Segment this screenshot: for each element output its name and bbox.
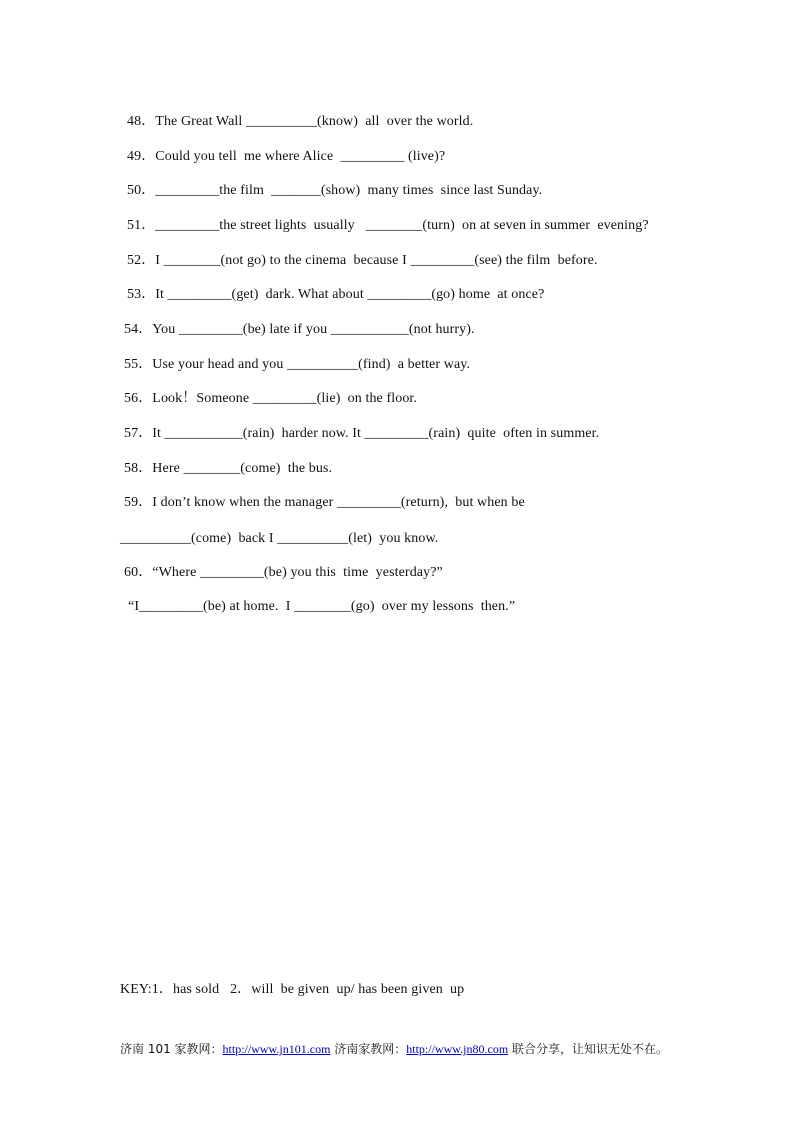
- question-58: 58．Here ________(come) the bus.: [124, 461, 333, 476]
- footer-link-jn80[interactable]: http://www.jn80.com: [406, 1042, 509, 1056]
- question-51: 51．_________the street lights usually ________(turn) on at seven in summer evening?: [127, 218, 649, 233]
- question-55: 55．Use your head and you __________(find) a better way.: [124, 357, 471, 372]
- question-56: 56．Look！Someone _________(lie) on the floor.: [124, 391, 418, 406]
- question-57: 57．It ___________(rain) harder now. It _________(rain) quite often in summer.: [124, 426, 600, 441]
- question-54: 54．You _________(be) late if you ___________(not hurry).: [124, 322, 475, 337]
- footer: [120, 1041, 668, 1057]
- question-49: 49．Could you tell me where Alice _________ (live)?: [127, 149, 446, 164]
- answer-key: KEY:1．has sold 2．will be given up/ has been given up: [120, 982, 465, 997]
- footer-middle: 济南家教网：: [330, 1042, 407, 1056]
- footer-link-jn101[interactable]: http://www.jn101.com: [222, 1042, 331, 1056]
- question-50: 50．_________the film _______(show) many times since last Sunday.: [127, 183, 543, 198]
- question-52: 52．I ________(not go) to the cinema because I _________(see) the film before.: [127, 253, 598, 268]
- question-60-reply: “I_________(be) at home. I ________(go) over my lessons then.”: [128, 599, 516, 614]
- footer-prefix: 济南 101 家教网：: [120, 1042, 223, 1056]
- question-59: 59．I don’t know when the manager _________(return), but when be: [124, 495, 525, 510]
- question-60: 60．“Where _________(be) you this time yesterday?”: [124, 565, 443, 580]
- question-53: 53．It _________(get) dark. What about _________(go) home at once?: [127, 287, 545, 302]
- question-48: 48．The Great Wall __________(know) all over the world.: [127, 114, 474, 129]
- question-59-continued: __________(come) back I __________(let) you know.: [120, 531, 439, 546]
- footer-suffix: 联合分享，让知识无处不在。: [508, 1042, 668, 1056]
